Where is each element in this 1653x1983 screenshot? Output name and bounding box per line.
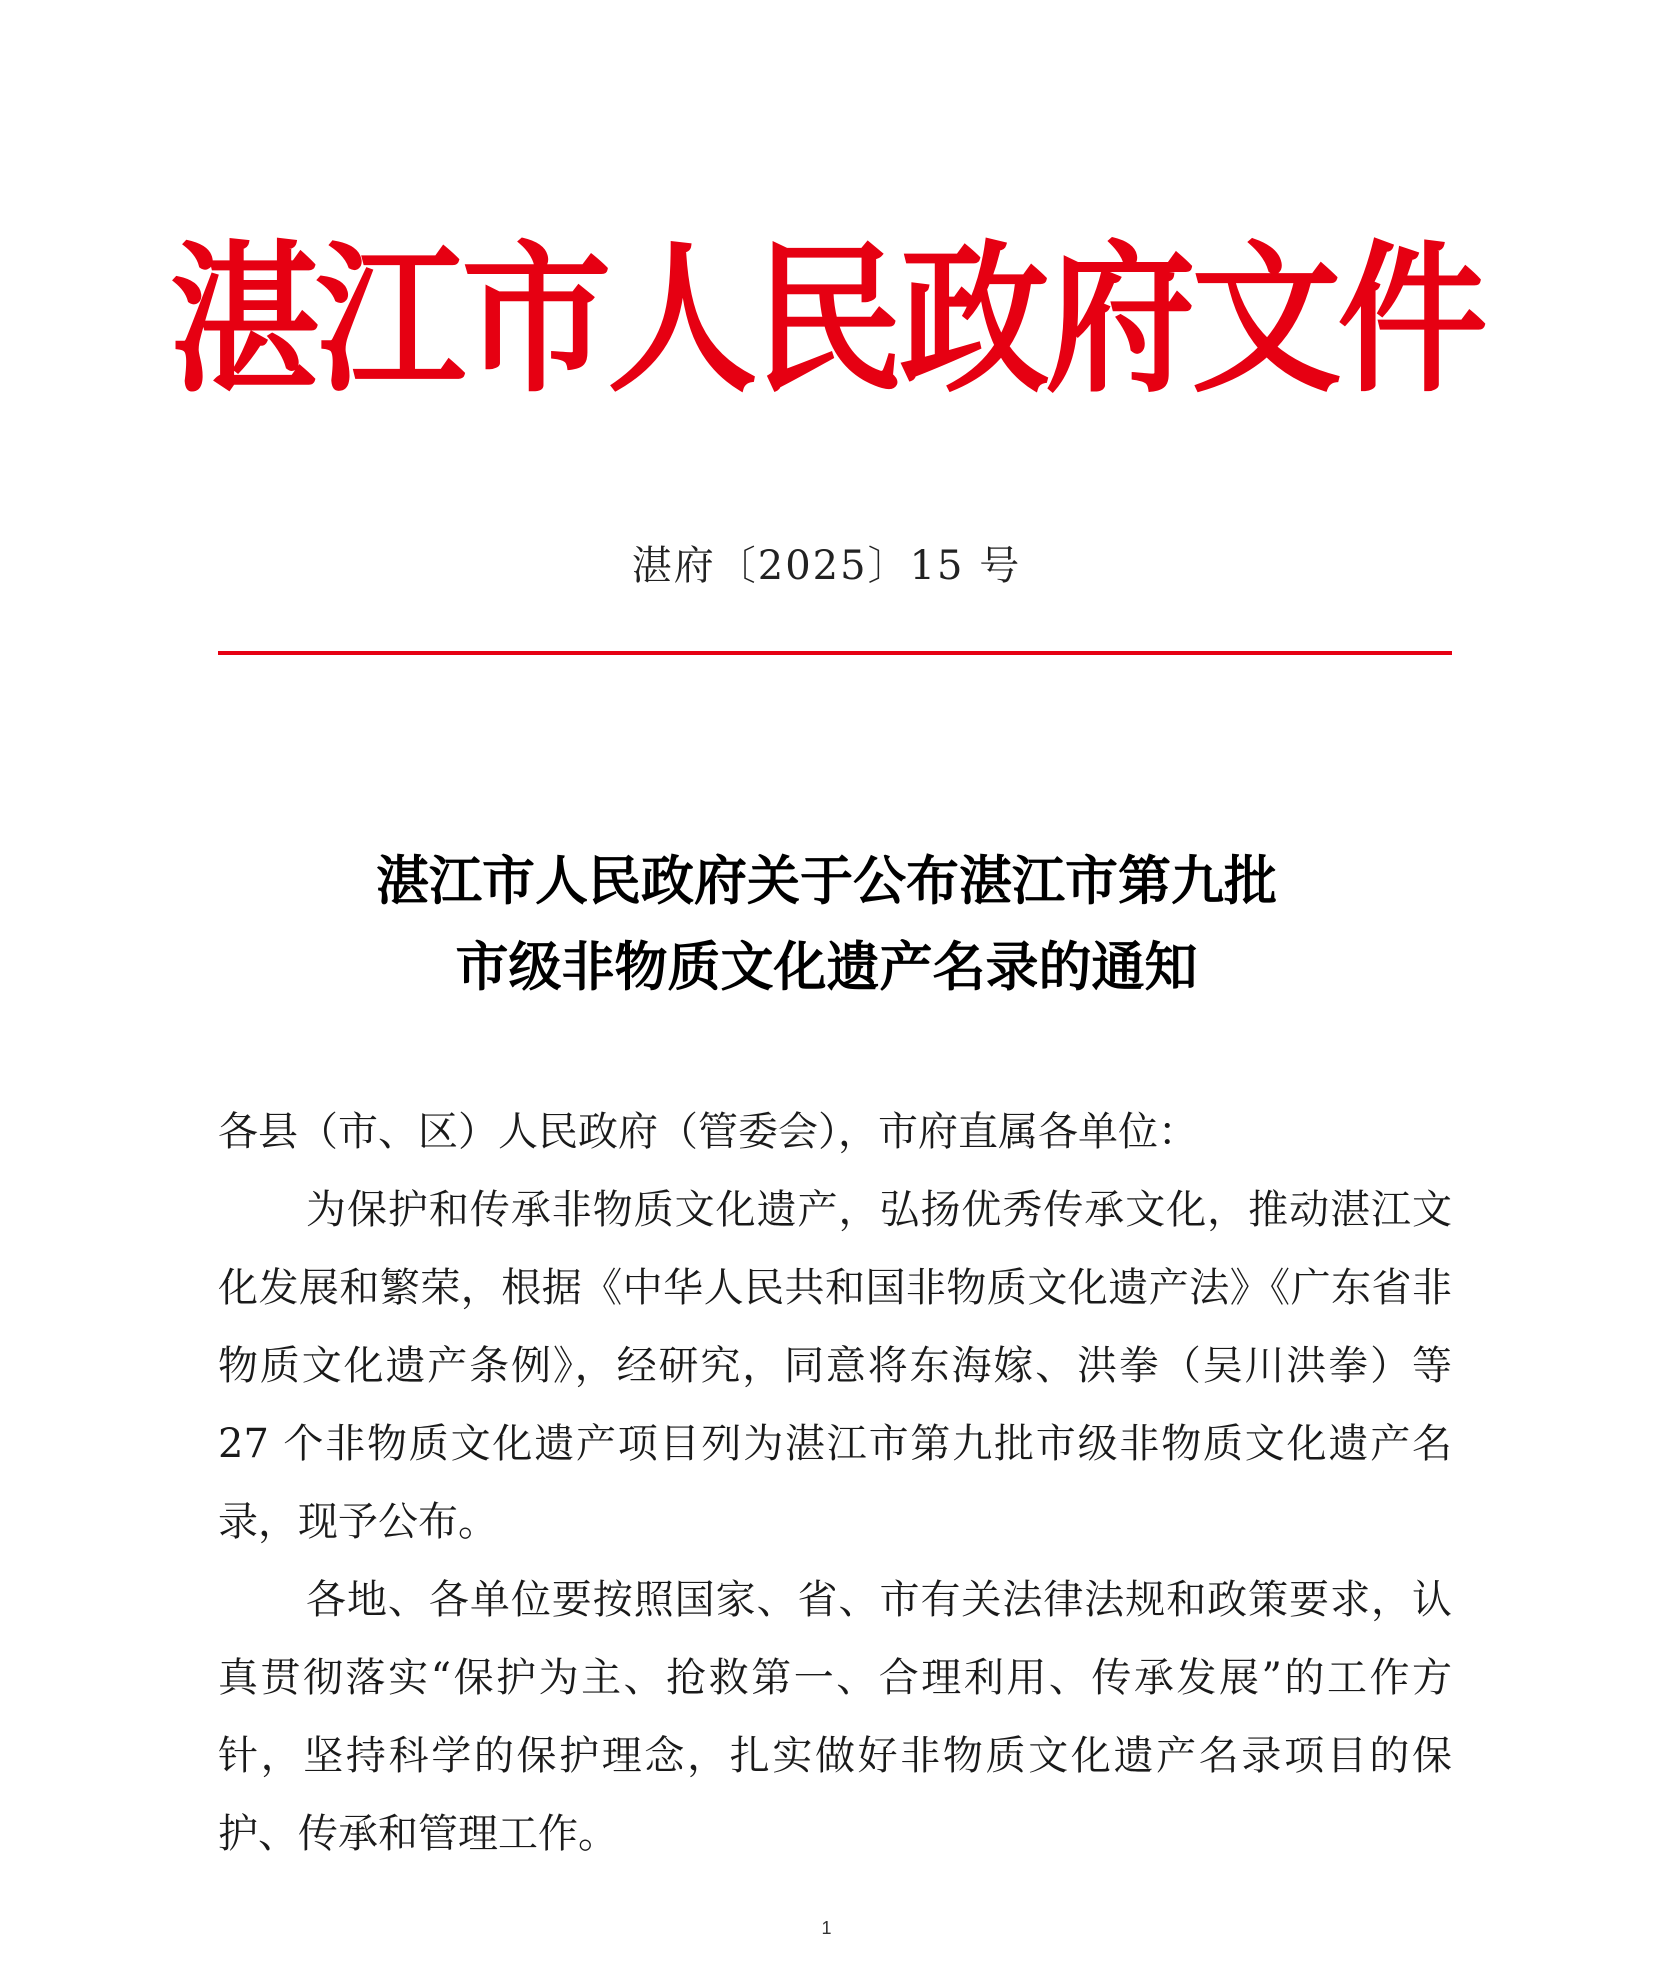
body-paragraph-1: 为保护和传承非物质文化遗产，弘扬优秀传承文化，推动湛江文化发展和繁荣，根据《中华人民共和国非物质文化遗产法》《广东省非物质文化遗产条例》，经研究，同意将东海嫁、洪拳（吴川洪拳）等 27 个非物质文化遗产项目列为湛江市第九批市级非物质文化遗产名录，现予公布。	[218, 1187, 1452, 1545]
title-line-1: 湛江市人民政府关于公布湛江市第九批	[376, 850, 1277, 912]
red-separator-line	[218, 651, 1452, 655]
document-body	[218, 1093, 1452, 1873]
salutation: 各县（市、区）人民政府（管委会），市府直属各单位：	[218, 1109, 1198, 1155]
title-line-2: 市级非物质文化遗产名录的通知	[455, 936, 1198, 998]
document-masthead: 湛江市人民政府文件	[169, 224, 1484, 416]
document-number: 湛府〔2025〕15 号	[631, 543, 1022, 589]
document-title	[0, 838, 1653, 1010]
page-number: 1	[821, 1918, 832, 1938]
body-paragraph-2: 各地、各单位要按照国家、省、市有关法律法规和政策要求，认真贯彻落实“保护为主、抢救第一、合理利用、传承发展”的工作方针，坚持科学的保护理念，扎实做好非物质文化遗产名录项目的保护、传承和管理工作。	[218, 1577, 1452, 1857]
